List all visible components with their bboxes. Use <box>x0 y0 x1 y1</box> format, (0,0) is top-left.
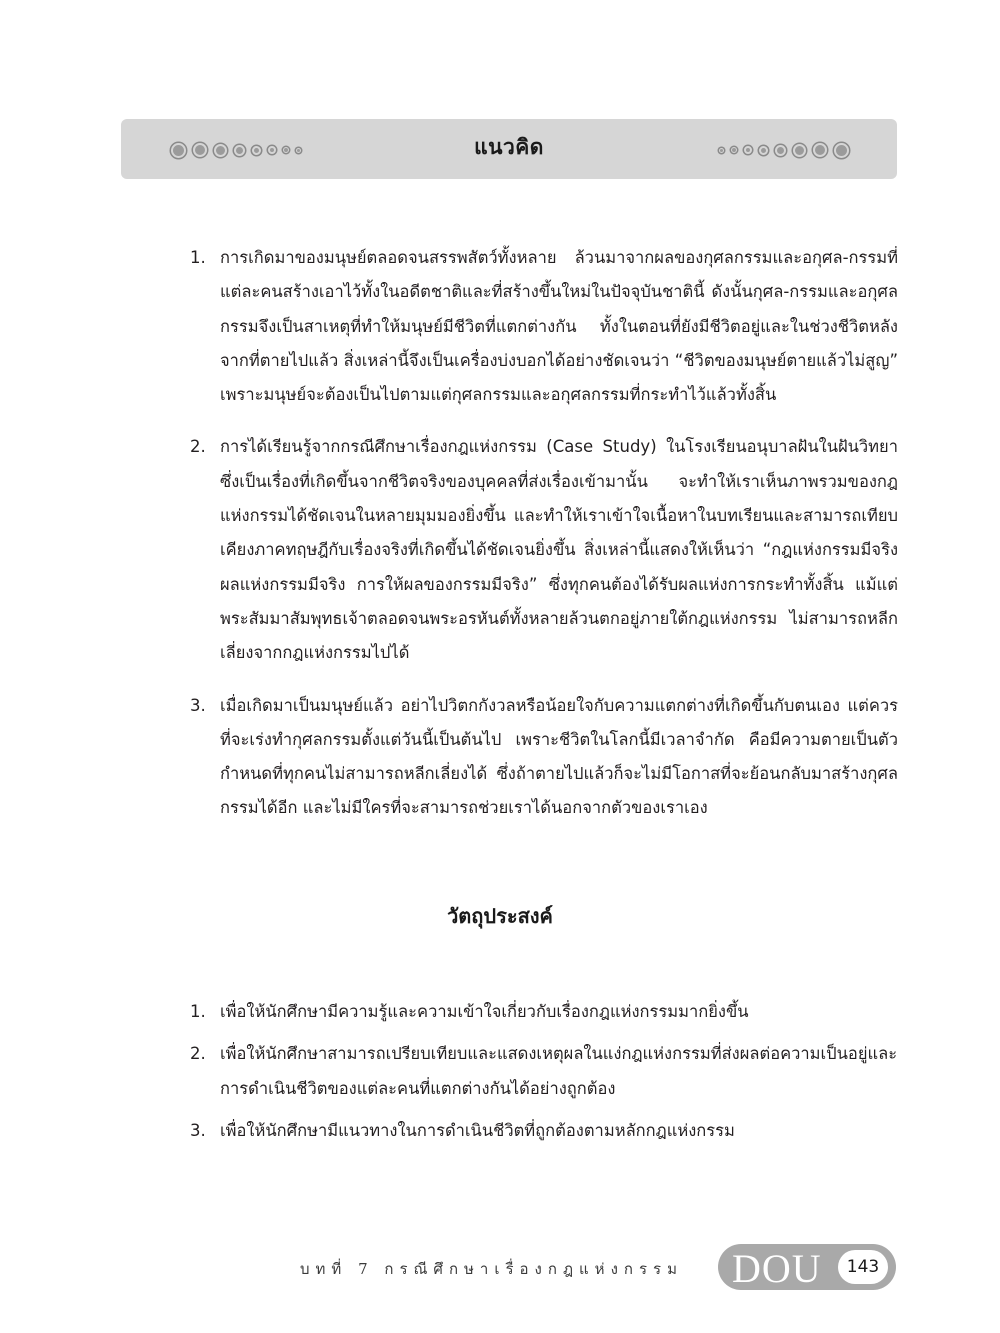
objectives-list <box>190 995 898 1148</box>
concept-item <box>190 430 898 670</box>
decorative-dots-right <box>712 141 849 159</box>
concept-item <box>190 241 898 412</box>
dot-icon <box>744 146 752 154</box>
item-number: 2. <box>190 437 206 457</box>
item-text: การเกิดมาของมนุษย์ตลอดจนสรรพสัตว์ทั้งหลาย ล้วนมาจากผลของกุศลกรรมและอกุศล-กรรมที่แต่ละคนสร้างเอาไว้ทั้งในอดีตชาติและที่สร้างขึ้นใหม่ในปัจจุบันชาตินี้ ดังนั้นกุศล-กรรมและอกุศลกรรมจึงเป็นสาเหตุที่ทำให้มนุษย์มีชีวิตที่แตกต่างกัน ทั้งในตอนที่ยังมีชีวิตอยู่และในช่วงชีวิตหลังจากที่ตายไปแล้ว สิ่งเหล่านี้จึงเป็นเครื่องบ่งบอกได้อย่างชัดเจนว่า “ชีวิตของมนุษย์ตายแล้วไม่สูญ” เพราะมนุษย์จะต้องเป็นไปตามแต่กุศลกรรมและอกุศลกรรมที่กระทำไว้แล้วทั้งสิ้น <box>220 248 898 405</box>
concept-item <box>190 689 898 826</box>
concept-banner <box>121 119 897 179</box>
objective-item <box>190 1114 898 1148</box>
page-number: 143 <box>838 1250 888 1284</box>
concepts-list <box>190 241 898 826</box>
footer-chapter-title: บทที่ 7 กรณีศึกษาเรื่องกฎแห่งกรรม <box>300 1260 683 1278</box>
item-number: 2. <box>190 1044 206 1064</box>
item-number: 3. <box>190 1120 206 1140</box>
dot-icon <box>719 148 724 153</box>
item-number: 1. <box>190 248 206 267</box>
dot-icon <box>731 147 737 153</box>
item-text: เพื่อให้นักศึกษามีแนวทางในการดำเนินชีวิตที่ถูกต้องตามหลักกฎแห่งกรรม <box>220 1120 735 1140</box>
footer-badge <box>718 1244 896 1290</box>
dot-icon <box>834 143 849 158</box>
item-text: เมื่อเกิดมาเป็นมนุษย์แล้ว อย่าไปวิตกกังวลหรือน้อยใจกับความแตกต่างที่เกิดขึ้นกับตนเอง แต่ควรที่จะเร่งทำกุศลกรรมตั้งแต่วันนี้เป็นต้นไป เพราะชีวิตในโลกนี้มีเวลาจำกัด คือมีความตายเป็นตัวกำหนดที่ทุกคนไม่สามารถหลีกเลี่ยงได้ ซึ่งถ้าตายไปแล้วก็จะไม่มีโอกาสที่จะย้อนกลับมาสร้างกุศลกรรมได้อีก และไม่มีใครที่จะสามารถช่วยเราได้นอกจากตัวของเราเอง <box>220 695 898 818</box>
item-text: เพื่อให้นักศึกษามีความรู้และความเข้าใจเกี่ยวกับเรื่องกฎแห่งกรรมมากยิ่งขึ้น <box>220 1002 749 1021</box>
dot-icon <box>793 144 806 157</box>
objective-item <box>190 995 898 1029</box>
section-title-concepts: แนวคิด <box>474 135 544 159</box>
objective-item <box>190 1037 898 1106</box>
item-number: 3. <box>190 695 206 715</box>
item-text: เพื่อให้นักศึกษาสามารถเปรียบเทียบและแสดงเหตุผลในแง่กฎแห่งกรรมที่ส่งผลต่อความเป็นอยู่และการดำเนินชีวิตของแต่ละคนที่แตกต่างกันได้อย่างถูกต้อง <box>220 1044 898 1098</box>
brand-logo: DOU <box>732 1246 822 1291</box>
dot-icon <box>813 143 827 157</box>
dot-icon <box>759 146 768 155</box>
item-number: 1. <box>190 1002 206 1021</box>
section-title-objectives: วัตถุประสงค์ <box>447 904 553 928</box>
item-text: การได้เรียนรู้จากกรณีศึกษาเรื่องกฎแห่งกรรม (Case Study) ในโรงเรียนอนุบาลฝันในฝันวิทยา ซึ่งเป็นเรื่องที่เกิดขึ้นจากชีวิตจริงของบุคคลที่ส่งเรื่องเข้ามานั้น จะทำให้เราเห็นภาพรวมของกฎแห่งกรรมได้ชัดเจนในหลายมุมมองยิ่งขึ้น และทำให้เราเข้าใจเนื้อหาในบทเรียนและสามารถเทียบเคียงภาคทฤษฎีกับเรื่องจริงที่เกิดขึ้นได้ชัดเจนยิ่งขึ้น สิ่งเหล่านี้แสดงให้เห็นว่า “กฎแห่งกรรมมีจริง ผลแห่งกรรมมีจริง การให้ผลของกรรมมีจริง” ซึ่งทุกคนต้องได้รับผลแห่งการกระทำทั้งสิ้น แม้แต่พระสัมมาสัมพุทธเจ้าตลอดจนพระอรหันต์ทั้งหลายล้วนตกอยู่ภายใต้กฎแห่งกรรม ไม่สามารถหลีกเลี่ยงจากกฎแห่งกรรมไปได้ <box>220 437 898 663</box>
dot-icon <box>775 145 786 156</box>
